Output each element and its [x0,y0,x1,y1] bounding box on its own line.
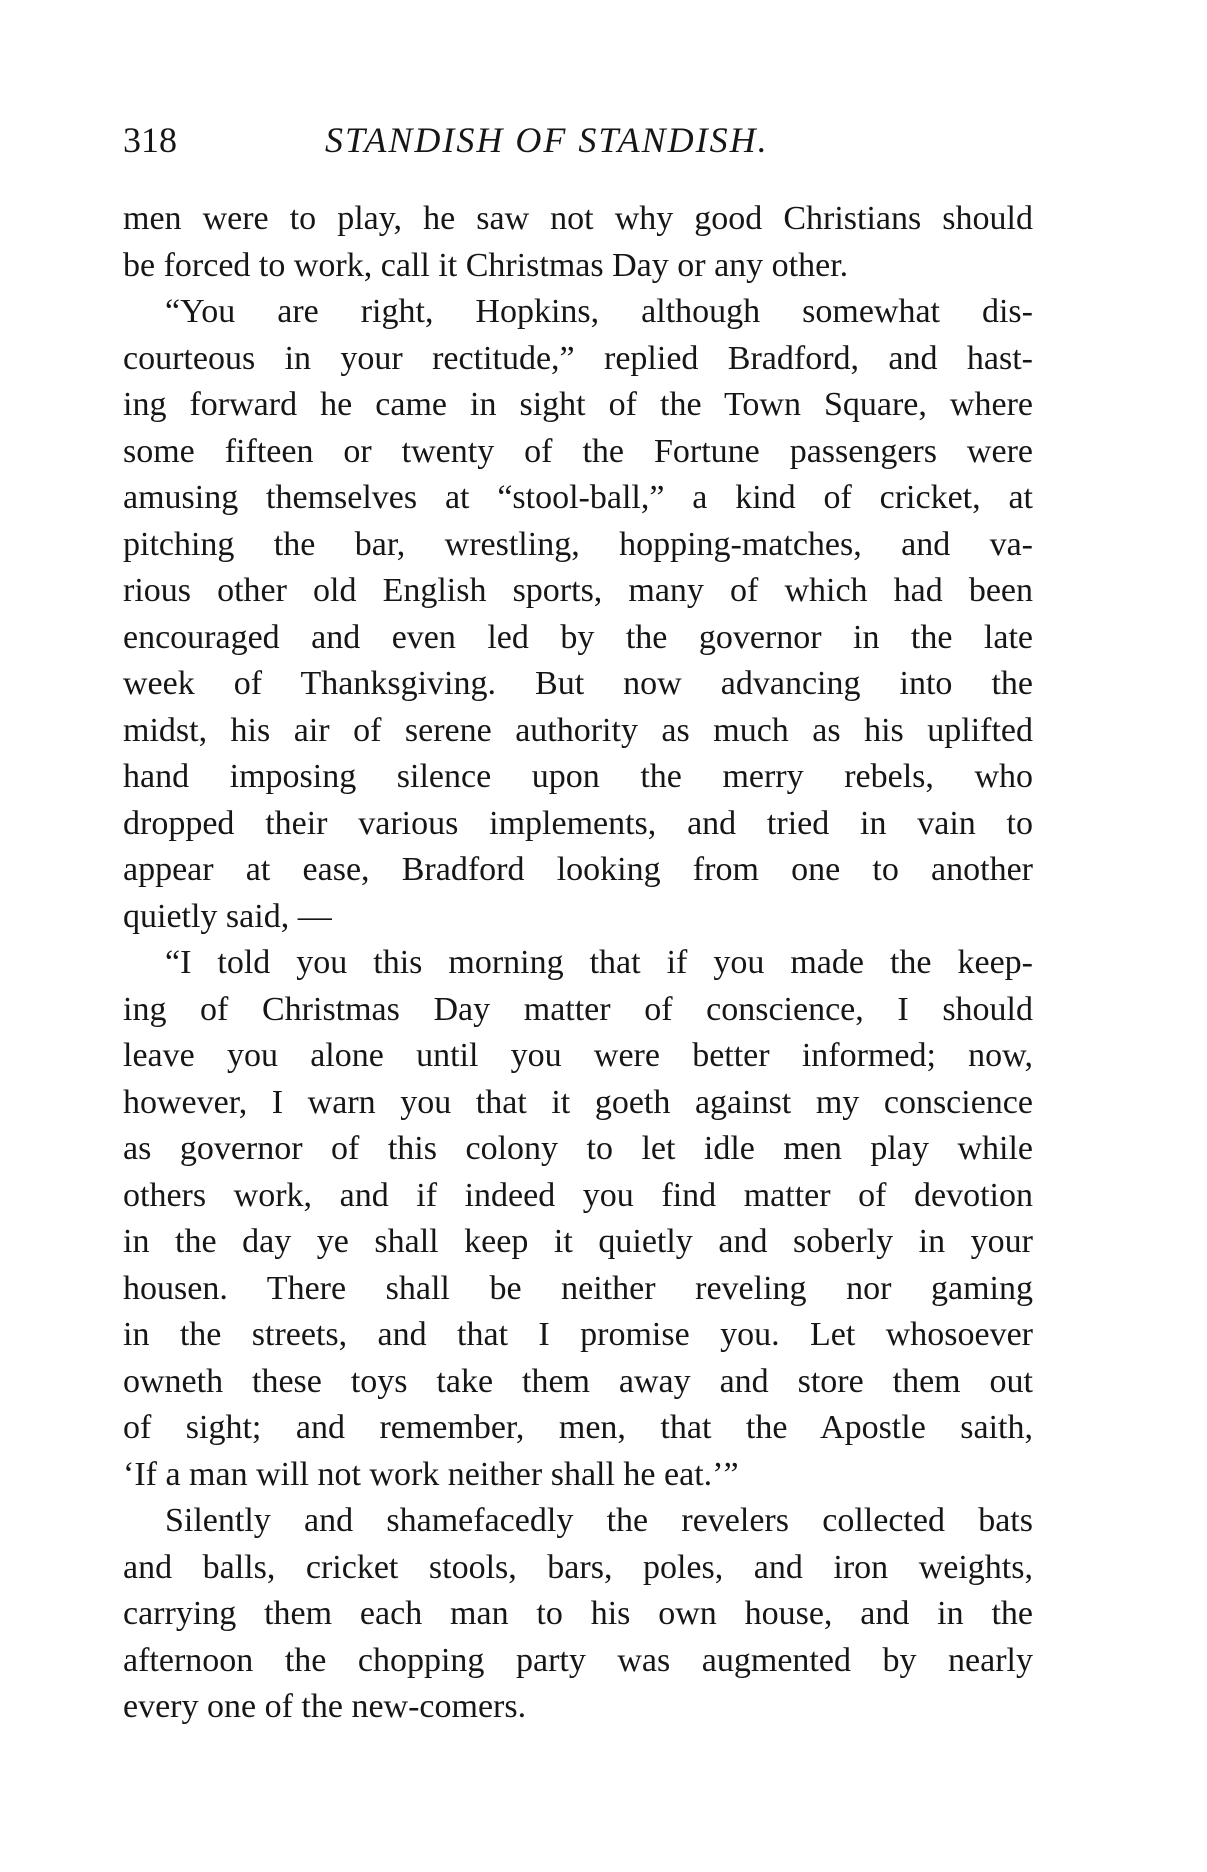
text-line: quietly said, — [123,897,332,935]
text-line: ‘If a man will not work neither shall he eat.’” [123,1455,739,1493]
text-line: “You are right, Hopkins, although somewhat dis- [165,293,1033,330]
text-line: ing forward he came in sight of the Town Square, where [123,386,1033,423]
text-line: encouraged and even led by the governor in the late [123,618,1033,656]
text-line: midst, his air of serene authority as much as his uplifted [123,711,1033,749]
running-title: STANDISH OF STANDISH. [325,120,769,160]
text-line: Silently and shamefacedly the revelers collected bats [165,1502,1033,1539]
text-line: appear at ease, Bradford looking from one to another [123,851,1033,888]
text-line: every one of the new-comers. [123,1688,527,1725]
text-line: ing of Christmas Day matter of conscience, I should [123,990,1033,1028]
text-line: afternoon the chopping party was augmented by nearly [123,1641,1033,1679]
text-line: “I told you this morning that if you made the keep- [165,944,1033,981]
text-line: men were to play, he saw not why good Christians should [123,200,1033,237]
running-head [123,118,1043,162]
text-line: amusing themselves at “stool-ball,” a kind of cricket, at [123,479,1033,516]
text-line: as governor of this colony to let idle men play while [123,1130,1033,1167]
text-line: and balls, cricket stools, bars, poles, and iron weights, [123,1548,1033,1586]
text-line: owneth these toys take them away and store them out [123,1362,1033,1400]
text-line: leave you alone until you were better informed; now, [123,1037,1033,1074]
text-line: be forced to work, call it Christmas Day or any other. [123,246,849,284]
text-line: carrying them each man to his own house, and in the [123,1595,1033,1632]
text-line: week of Thanksgiving. But now advancing into the [123,665,1033,702]
text-line: some fifteen or twenty of the Fortune passengers were [123,432,1033,470]
text-line: however, I warn you that it goeth against my conscience [123,1083,1033,1121]
text-line: in the day ye shall keep it quietly and soberly in your [123,1223,1033,1260]
text-line: others work, and if indeed you find matter of devotion [123,1176,1033,1214]
text-line: hand imposing silence upon the merry rebels, who [123,758,1033,795]
text-line: rious other old English sports, many of which had been [123,572,1033,609]
text-line: housen. There shall be neither reveling nor gaming [123,1269,1033,1307]
text-line: dropped their various implements, and tried in vain to [123,804,1033,842]
text-line: of sight; and remember, men, that the Apostle saith, [123,1409,1033,1446]
page-number: 318 [123,120,177,160]
text-line: pitching the bar, wrestling, hopping-matches, and va- [123,525,1033,563]
text-line: in the streets, and that I promise you. Let whosoever [123,1316,1033,1353]
text-body [123,196,1033,1731]
text-line: courteous in your rectitude,” replied Bradford, and hast- [123,339,1033,377]
